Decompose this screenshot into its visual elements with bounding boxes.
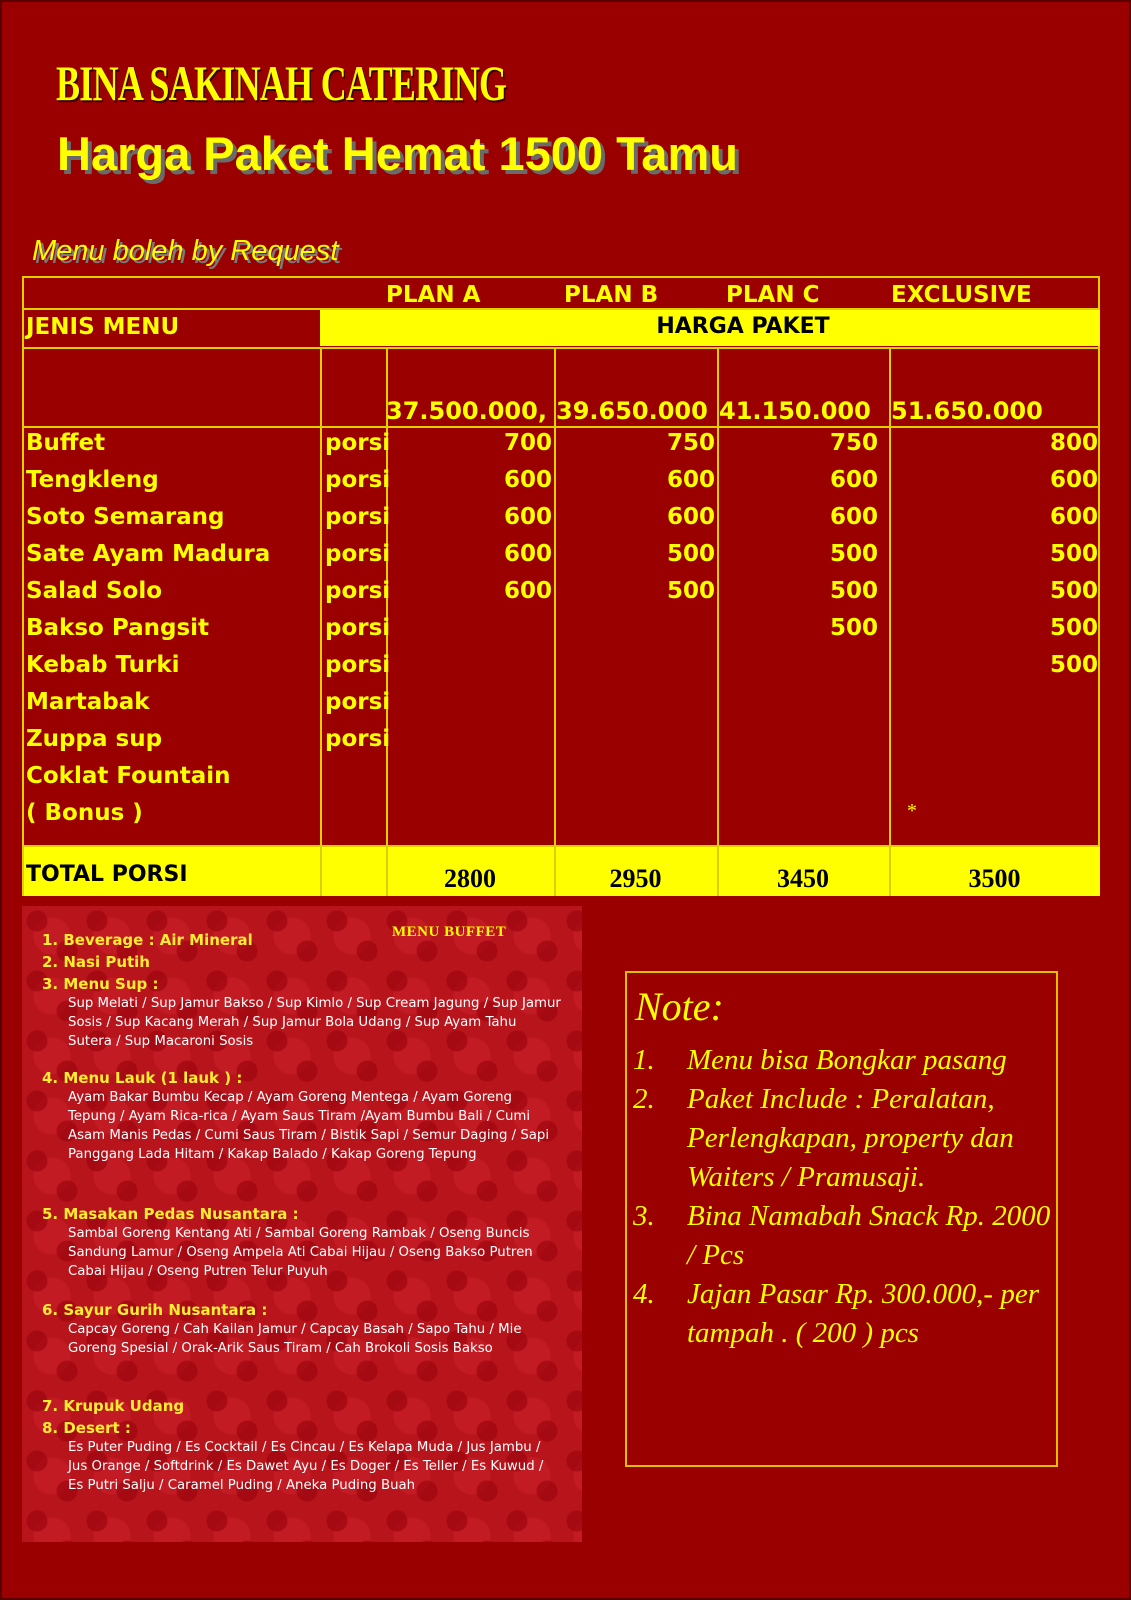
note-item <box>633 1080 1053 1197</box>
buffet-section <box>42 1418 562 1495</box>
buffet-section <box>42 1068 562 1164</box>
buffet-section-body: Capcay Goreng / Cah Kailan Jamur / Capcay Basah / Sapo Tahu / Mie Goreng Spesial / Orak-Arik Saus Tiram / Cah Brokoli Sosis Bakso <box>68 1322 522 1356</box>
portion-value: 600 <box>1049 467 1098 493</box>
menu-item-unit: porsi <box>325 504 391 530</box>
portion-value: 600 <box>503 578 552 604</box>
total-plan-b: 2950 <box>609 864 662 893</box>
buffet-section <box>42 1300 562 1358</box>
menu-item-label: Sate Ayam Madura <box>26 541 271 567</box>
portion-value: 500 <box>829 541 878 567</box>
note-text: Menu bisa Bongkar pasang <box>687 1044 1007 1076</box>
price-exclusive: 51.650.000 <box>891 397 1043 425</box>
note-number: 2. <box>633 1083 655 1115</box>
menu-item-label: Coklat Fountain <box>26 763 231 789</box>
buffet-section-head: 7. Krupuk Udang <box>42 1397 185 1415</box>
page-headline: Harga Paket Hemat 1500 Tamu <box>57 127 738 180</box>
note-item <box>633 1275 1053 1353</box>
menu-request-note: Menu boleh by Request <box>32 235 339 267</box>
buffet-section <box>42 952 150 972</box>
note-list <box>633 1041 1053 1353</box>
note-title: Note: <box>635 984 724 1029</box>
menu-item-label: Bakso Pangsit <box>26 615 210 641</box>
note-number: 1. <box>633 1044 655 1076</box>
plan-b-header: PLAN B <box>564 282 659 308</box>
table-hline <box>24 845 1100 847</box>
menu-item-label: Kebab Turki <box>26 652 180 678</box>
table-hline <box>24 308 1100 310</box>
note-text: Bina Namabah Snack Rp. 2000 / Pcs <box>687 1200 1051 1271</box>
buffet-section-body: Es Puter Puding / Es Cocktail / Es Cincau / Es Kelapa Muda / Jus Jambu / Jus Orange / Softdrink / Es Dawet Ayu / Es Doger / Es Teller / Es Kuwud / Es Putri Salju / Caramel Puding / Aneka Puding Buah <box>68 1440 544 1493</box>
buffet-section-head: 6. Sayur Gurih Nusantara : <box>42 1301 268 1319</box>
total-plan-c: 3450 <box>777 864 829 893</box>
portion-value: 500 <box>829 578 878 604</box>
portion-value: 500 <box>1049 615 1098 641</box>
price-plan-a: 37.500.000, <box>386 397 547 425</box>
menu-item-unit: porsi <box>325 467 391 493</box>
portion-value: 500 <box>666 578 715 604</box>
harga-paket-label: HARGA PAKET <box>656 314 830 339</box>
buffet-section <box>42 974 562 1051</box>
buffet-menu-title: MENU BUFFET <box>392 924 507 940</box>
total-exclusive: 3500 <box>968 864 1021 893</box>
plan-c-header: PLAN C <box>726 282 820 308</box>
note-number: 3. <box>633 1200 655 1232</box>
menu-item-label: Zuppa sup <box>26 726 163 752</box>
total-plan-a: 2800 <box>444 864 496 893</box>
buffet-section-head: 3. Menu Sup : <box>42 975 159 993</box>
buffet-section-head: 2. Nasi Putih <box>42 953 150 971</box>
buffet-section <box>42 1204 562 1281</box>
menu-item-unit: porsi <box>325 541 391 567</box>
buffet-section <box>42 1396 184 1416</box>
buffet-section-head: 8. Desert : <box>42 1419 131 1437</box>
buffet-section-head: 5. Masakan Pedas Nusantara : <box>42 1205 299 1223</box>
portion-value: 600 <box>666 504 715 530</box>
menu-item-label: ( Bonus ) <box>26 800 143 826</box>
plan-a-header: PLAN A <box>386 282 481 308</box>
buffet-section-head: 4. Menu Lauk (1 lauk ) : <box>42 1069 243 1087</box>
portion-value: 500 <box>829 615 878 641</box>
buffet-section <box>42 930 253 950</box>
portion-value: 600 <box>829 467 878 493</box>
portion-value: 600 <box>503 541 552 567</box>
table-hline <box>24 426 1100 428</box>
buffet-section-head: 1. Beverage : Air Mineral <box>42 931 253 949</box>
menu-item-unit: porsi <box>325 578 391 604</box>
portion-value: 750 <box>666 430 715 456</box>
menu-item-label: Buffet <box>26 430 106 456</box>
portion-value: 600 <box>666 467 715 493</box>
note-box <box>625 971 1058 1467</box>
plan-exclusive-header: EXCLUSIVE <box>891 282 1032 308</box>
menu-item-unit: porsi <box>325 430 391 456</box>
portion-value: 500 <box>666 541 715 567</box>
portion-value: 600 <box>503 467 552 493</box>
price-plan-b: 39.650.000 <box>556 397 708 425</box>
menu-item-unit: porsi <box>325 615 391 641</box>
menu-item-unit: porsi <box>325 652 391 678</box>
portion-value: 800 <box>1049 430 1098 456</box>
note-number: 4. <box>633 1278 655 1310</box>
note-text: Jajan Pasar Rp. 300.000,- per tampah . ( 200 ) pcs <box>687 1278 1039 1349</box>
buffet-section-body: Ayam Bakar Bumbu Kecap / Ayam Goreng Mentega / Ayam Goreng Tepung / Ayam Rica-rica / Ayam Saus Tiram /Ayam Bumbu Bali / Cumi Asam Manis Pedas / Cumi Saus Tiram / Bistik Sapi / Semur Daging / Sapi Panggang Lada Hitam / Kakap Balado / Kakap Goreng Tepung <box>68 1090 550 1162</box>
portion-value: 750 <box>829 430 878 456</box>
portion-value: 500 <box>1049 652 1098 678</box>
buffet-menu-panel <box>22 906 582 1542</box>
buffet-section-body: Sambal Goreng Kentang Ati / Sambal Goreng Rambak / Oseng Buncis Sandung Lamur / Oseng Ampela Ati Cabai Hijau / Oseng Bakso Putren Cabai Hijau / Oseng Putren Telur Puyuh <box>68 1226 533 1279</box>
menu-item-label: Martabak <box>26 689 150 715</box>
menu-item-label: Salad Solo <box>26 578 163 604</box>
table-vline <box>320 348 322 845</box>
portion-value: 500 <box>1049 541 1098 567</box>
table-hline <box>24 347 1100 349</box>
note-text: Paket Include : Peralatan, Perlengkapan, property dan Waiters / Pramusaji. <box>687 1083 1014 1193</box>
bonus-mark: * <box>907 800 917 822</box>
portion-value: 600 <box>829 504 878 530</box>
menu-item-unit: porsi <box>325 726 391 752</box>
menu-item-unit: porsi <box>325 689 391 715</box>
menu-item-label: Soto Semarang <box>26 504 225 530</box>
total-porsi-label: TOTAL PORSI <box>26 862 188 887</box>
note-item <box>633 1041 1053 1080</box>
note-item <box>633 1197 1053 1275</box>
price-plan-c: 41.150.000 <box>719 397 871 425</box>
portion-value: 600 <box>1049 504 1098 530</box>
buffet-section-body: Sup Melati / Sup Jamur Bakso / Sup Kimlo / Sup Cream Jagung / Sup Jamur Sosis / Sup Kacang Merah / Sup Jamur Bola Udang / Sup Ayam Tahu Sutera / Sup Macaroni Sosis <box>68 996 561 1049</box>
price-table <box>22 276 1100 896</box>
portion-value: 700 <box>503 430 552 456</box>
jenis-menu-label: JENIS MENU <box>26 314 180 340</box>
table-vline-total <box>320 846 322 896</box>
menu-item-label: Tengkleng <box>26 467 159 493</box>
brand-title: BINA SAKINAH CATERING <box>56 55 507 111</box>
portion-value: 500 <box>1049 578 1098 604</box>
portion-value: 600 <box>503 504 552 530</box>
